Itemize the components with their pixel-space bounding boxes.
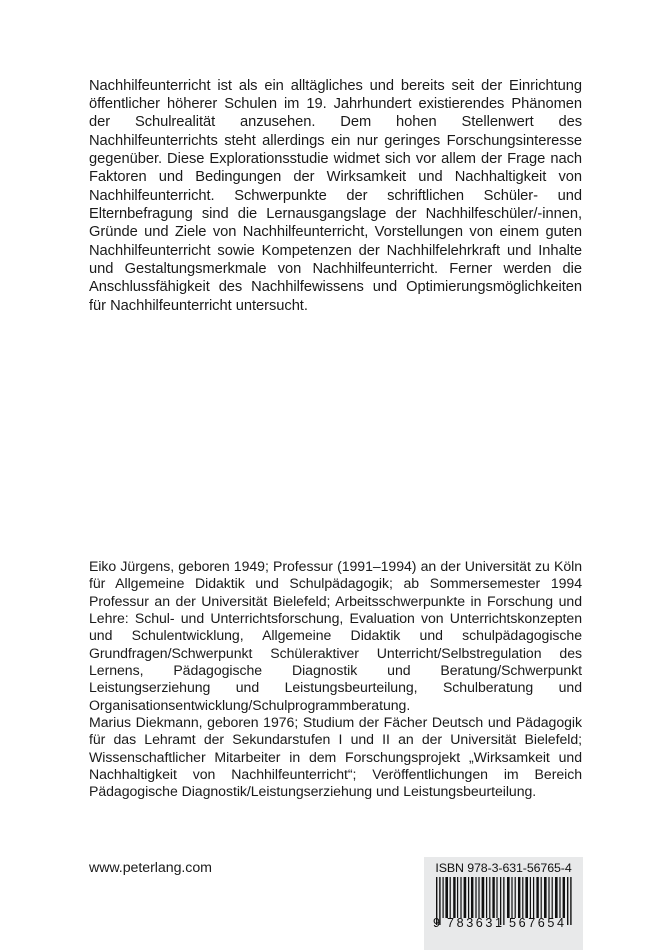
ean-left-group-digits: 783631 <box>447 916 505 930</box>
isbn-barcode-block <box>424 857 583 950</box>
ean-right-group-digits: 567654 <box>509 916 567 930</box>
isbn-number-label: ISBN 978-3-631-56765-4 <box>435 861 572 875</box>
book-description-paragraph: Nachhilfeunterricht ist als ein alltägliches und bereits seit der Einrichtung öffentlicher höherer Schulen im 19. Jahrhundert existierendes Phänomen der Schulrealität anzusehen. Dem hohen Stellenwert des Nachhilfeunterrichts steht allerdings ein nur geringes Forschungsinteresse gegenüber. Diese Explorationsstudie widmet sich vor allem der Frage nach Faktoren und Bedingungen der Wirksamkeit und Nachhaltigkeit von Nachhilfeunterricht. Schwerpunkte der schriftlichen Schüler- und Elternbefragung sind die Lernausgangslage der Nachhilfeschüler/-innen, Gründe und Ziele von Nachhilfeunterricht, Vorstellungen von einem guten Nachhilfeunterricht sowie Kompetenzen der Nachhilfelehrkraft und Inhalte und Gestaltungsmerkmale von Nachhilfeunterricht. Ferner werden die Anschlussfähigkeit des Nachhilfewissens und Optimierungsmöglichkeiten für Nachhilfeunterricht untersucht. <box>89 77 582 314</box>
ean-lead-digit: 9 <box>433 916 441 930</box>
ean13-human-readable-digits <box>433 915 574 931</box>
author-bio-juergens: Eiko Jürgens, geboren 1949; Professur (1991–1994) an der Universität zu Köln für Allgemeine Didaktik und Schulpädagogik; ab Sommersemester 1994 Professur an der Universität Bielefeld; Arbeitsschwerpunkte in Forschung und Lehre: Schul- und Unterrichtsforschung, Evaluation von Unterrichtskonzepten und Schulentwicklung, Allgemeine Didaktik und schulpädagogische Grundfragen/Schwerpunkt Schüleraktiver Unterricht/Selbstregulation des Lernens, Pädagogische Diagnostik und Beratung/Schwerpunkt Leistungserziehung und Leistungsbeurteilung, Schulberatung und Organisationsentwicklung/Schulprogrammberatung. <box>89 558 582 713</box>
author-bio-diekmann: Marius Diekmann, geboren 1976; Studium der Fächer Deutsch und Pädagogik für das Lehramt der Sekundarstufen I und II an der Universität Bielefeld; Wissenschaftlicher Mitarbeiter in dem Forschungsprojekt „Wirksamkeit und Nachhaltigkeit von Nachhilfeunterricht“; Veröffentlichungen im Bereich Pädagogische Diagnostik/Leistungserziehung und Leistungsbeurteilung. <box>89 714 582 800</box>
publisher-website-url[interactable]: www.peterlang.com <box>89 860 212 876</box>
author-biographies <box>89 558 582 801</box>
